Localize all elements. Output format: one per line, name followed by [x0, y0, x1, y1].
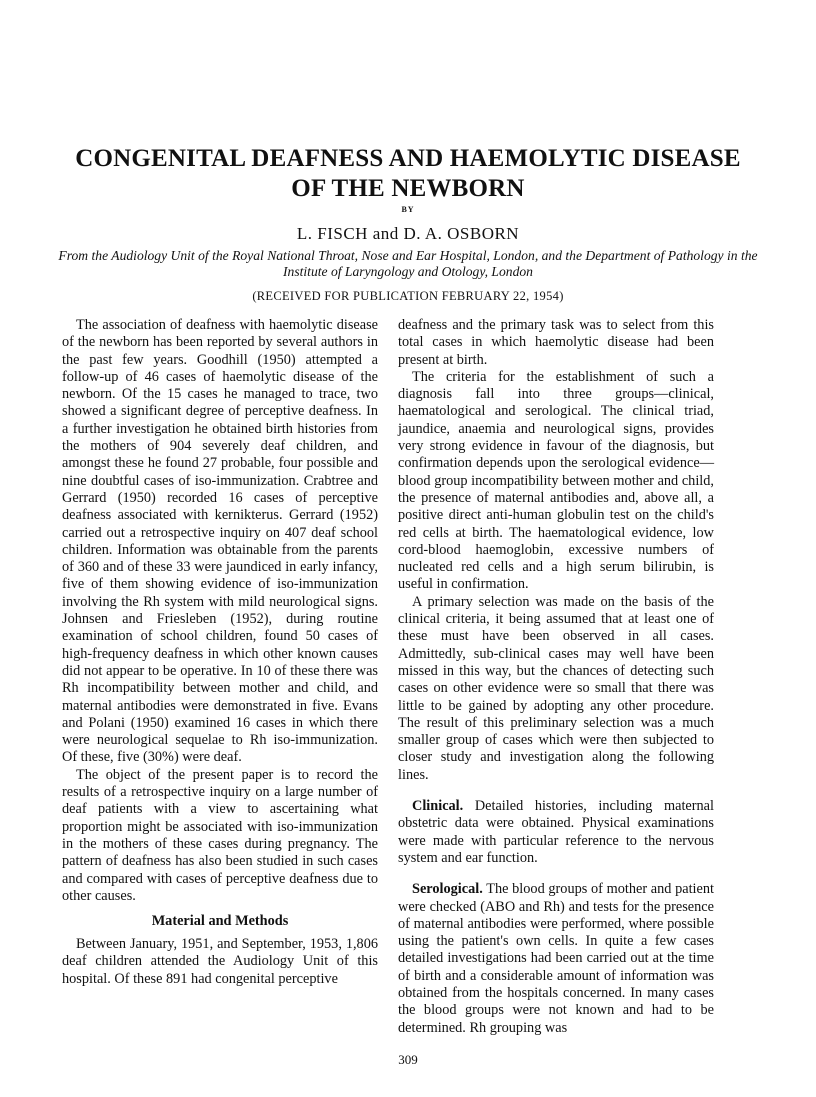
- paragraph-object: The object of the present paper is to record the results of a retrospective inquiry on a large number of deaf patients with a view to ascertaining what proportion might be associated with iso-immunization in the mothers of these cases during pregnancy. The pattern of deafness has also been studied in such cases and compared with cases of perceptive deafness due to other causes.: [62, 766, 378, 904]
- received-date: (RECEIVED FOR PUBLICATION FEBRUARY 22, 1954): [252, 289, 564, 303]
- title-line-2: OF THE NEWBORN: [291, 175, 525, 202]
- paragraph-intro: The association of deafness with haemolytic disease of the newborn has been reported by several authors in the past few years. Goodhill (1950) attempted a follow-up of 46 cases of haemolytic disease of the newborn. Of the 15 cases he managed to trace, two showed a significant degree of perceptive deafness. In a further investigation he obtained birth histories from the mothers of 904 severely deaf children, and amongst these he found 27 probable, four possible and nine doubtful cases of iso-immunization. Crabtree and Gerrard (1950) recorded 16 cases of perceptive deafness associated with kernikterus. Gerrard (1952) carried out a retrospective inquiry on 407 deaf school children. Information was obtainable from the parents of 360 and of these 33 were jaundiced in early infancy, five of them showing evidence of iso-immunization involving the Rh system with mild neurological signs. Johnsen and Friesleben (1952), during routine examination of school children, found 50 cases of high-frequency deafness in which other known causes did not appear to be operative. In 10 of these there was Rh incompatibility between mother and child, and maternal antibodies were demonstrated in five. Evans and Polani (1950) examined 16 cases in which there were neurological sequelae to Rh iso-immunization. Of these, five (30%) were deaf.: [62, 317, 378, 766]
- affiliation: From the Audiology Unit of the Royal National Throat, Nose and Ear Hospital, London, and the Department of Pathology in the Institute of Laryngology and Otology, London: [58, 248, 758, 279]
- by-label: BY: [401, 205, 415, 214]
- authors: L. FISCH and D. A. OSBORN: [296, 224, 520, 243]
- left-column: [62, 317, 378, 988]
- paragraph-continued: deafness and the primary task was to select from this total cases in which haemolytic disease had been present at birth.: [398, 317, 714, 368]
- title-line-1: CONGENITAL DEAFNESS AND HAEMOLYTIC DISEASE: [75, 145, 741, 172]
- serological-text: The blood groups of mother and patient were checked (ABO and Rh) and tests for the presence of maternal antibodies were performed, where possible using the patient's own cells. In quite a few cases detailed investigations had been carried out at the time of birth and a considerable amount of information was obtained from the hospitals concerned. In many cases the blood groups were not known and had to be determined. Rh grouping was: [398, 881, 714, 1036]
- clinical-label: Clinical.: [412, 798, 464, 815]
- paragraph-selection: A primary selection was made on the basis of the clinical criteria, it being assumed that at least one of these must have been observed in all cases. Admittedly, sub-clinical cases may well have been missed in this way, but the chances of detecting such cases on other evidence were so small that there was little to be gained by adopting any other procedure. The result of this preliminary selection was a much smaller group of cases which were then subjected to closer study and investigation along the following lines.: [398, 593, 714, 783]
- clinical-text: Detailed histories, including maternal obstetric data were obtained. Physical examinations were made with particular reference to the nervous system and ear function.: [398, 798, 714, 866]
- paragraph-clinical: [398, 798, 714, 867]
- paragraph-criteria: The criteria for the establishment of such a diagnosis fall into three groups—clinical, haematological and serological. The clinical triad, jaundice, anaemia and neurological signs, provides very strong evidence in favour of the diagnosis, but confirmation depends upon the serological evidence—blood group incompatibility between mother and child, the presence of maternal antibodies and, above all, a positive direct anti-human globulin test on the child's red cells at birth. The haematological evidence, low cord-blood haemoglobin, excessive numbers of nucleated red cells and a high serum bilirubin, is useful in confirmation.: [398, 368, 714, 593]
- paragraph-methods: Between January, 1951, and September, 1953, 1,806 deaf children attended the Audiology Unit of this hospital. Of these 891 had congenital perceptive: [62, 936, 378, 987]
- right-column: [398, 317, 714, 1037]
- section-heading-material-methods: Material and Methods: [151, 913, 289, 930]
- page-number: 309: [398, 1052, 418, 1067]
- serological-label: Serological.: [412, 881, 483, 898]
- paragraph-serological: [398, 881, 714, 1037]
